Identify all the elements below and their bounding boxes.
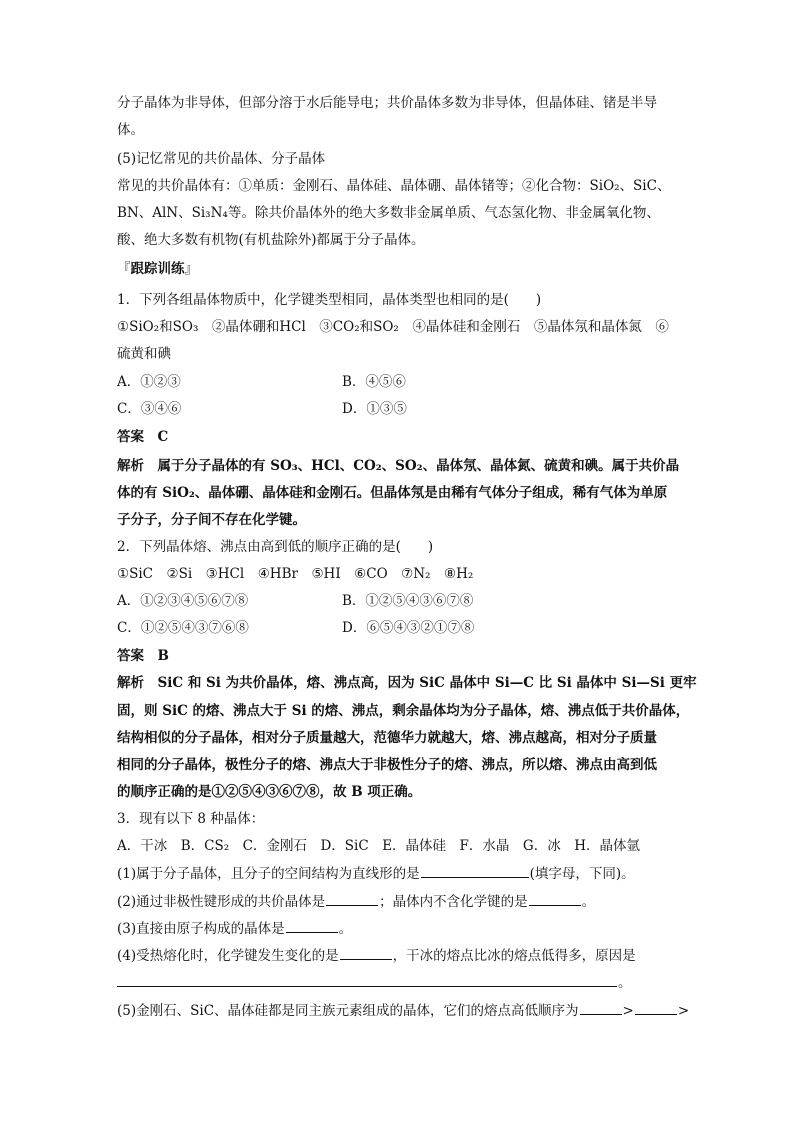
q3-part-2-suffix: 。 xyxy=(581,894,596,910)
answer-blank[interactable] xyxy=(326,890,378,906)
answer-blank[interactable] xyxy=(117,971,617,987)
q1-answer: 答案 C xyxy=(117,429,169,445)
answer-blank[interactable] xyxy=(286,917,338,933)
q3-part-3-prompt: (3)直接由原子构成的晶体是 xyxy=(117,921,285,937)
answer-blank[interactable] xyxy=(340,944,392,960)
intro-subheading: (5)记忆常见的共价晶体、分子晶体 xyxy=(117,151,326,167)
q3-part-1 xyxy=(117,862,635,884)
q2-explanation-line-5: 的顺序正确的是①②⑤④③⑥⑦⑧，故 B 项正确。 xyxy=(117,784,422,800)
q1-option-d: D．①③⑤ xyxy=(342,401,407,417)
q3-stem: 3．现有以下 8 种晶体： xyxy=(117,811,265,827)
q1-items-line-2: 硫黄和碘 xyxy=(117,346,171,362)
q3-part-5-gt-2: > xyxy=(677,1003,690,1019)
q3-part-4-middle: ，干冰的熔点比冰的熔点低得多，原因是 xyxy=(392,948,636,964)
q2-explanation-line-4: 相同的分子晶体，极性分子的熔、沸点大于非极性分子的熔、沸点，所以熔、沸点由高到低 xyxy=(117,757,657,773)
q3-part-3 xyxy=(117,917,352,939)
q1-explanation-line-2: 体的有 SiO₂、晶体硼、晶体硅和金刚石。但晶体氖是由稀有气体分子组成，稀有气体为单原 xyxy=(117,485,668,501)
q2-options-row-2 xyxy=(117,617,475,639)
intro-line-5: BN、AlN、Si₃N₄等。除共价晶体外的绝大多数非金属单质、气态氢化物、非金属氧化物、 xyxy=(117,205,660,221)
q3-part-3-suffix: 。 xyxy=(338,921,353,937)
answer-blank[interactable] xyxy=(529,890,581,906)
q1-option-c: C．③④⑥ xyxy=(117,401,182,417)
q3-part-5-gt-1: > xyxy=(622,1003,634,1019)
q2-option-d: D．⑥⑤④③②①⑦⑧ xyxy=(342,620,475,636)
q3-part-1-prompt: (1)属于分子晶体，且分子的空间结构为直线形的是 xyxy=(117,866,420,882)
q2-option-a: A．①②③④⑤⑥⑦⑧ xyxy=(117,593,249,609)
q2-stem: 2．下列晶体熔、沸点由高到低的顺序正确的是( ) xyxy=(117,539,434,555)
intro-line-4: 常见的共价晶体有：①单质：金刚石、晶体硅、晶体硼、晶体锗等；②化合物：SiO₂、SiC、 xyxy=(117,178,671,194)
q3-items: A．干冰 B．CS₂ C．金刚石 D．SiC E．晶体硅 F．水晶 G．冰 H．晶体氩 xyxy=(117,838,640,854)
q2-items: ①SiC ②Si ③HCl ④HBr ⑤HI ⑥CO ⑦N₂ ⑧H₂ xyxy=(117,566,474,582)
q3-part-1-suffix: (填字母，下同)。 xyxy=(529,866,635,882)
q3-part-4-continued xyxy=(117,971,632,993)
q2-option-c: C．①②⑤④③⑦⑥⑧ xyxy=(117,620,249,636)
intro-line-2: 体。 xyxy=(117,122,144,138)
q3-part-4-suffix: 。 xyxy=(618,975,632,991)
intro-line-6: 酸、绝大多数有机物(有机盐除外)都属于分子晶体。 xyxy=(117,232,425,248)
q1-options-row-2 xyxy=(117,398,407,420)
q1-items-line-1: ①SiO₂和SO₃ ②晶体硼和HCl ③CO₂和SO₂ ④晶体硅和金刚石 ⑤晶体氖和晶体氮 ⑥ xyxy=(117,319,669,335)
q1-stem: 1．下列各组晶体物质中，化学键类型相同，晶体类型也相同的是( ) xyxy=(117,292,542,308)
q2-options-row-1 xyxy=(117,590,474,612)
q1-option-a: A．①②③ xyxy=(117,374,181,390)
answer-blank[interactable] xyxy=(421,862,529,878)
q1-explanation-line-3: 子分子，分子间不存在化学键。 xyxy=(117,512,306,528)
answer-blank[interactable] xyxy=(635,999,677,1015)
section-heading xyxy=(117,258,198,280)
q2-answer: 答案 B xyxy=(117,648,169,664)
section-heading-label: 跟踪训练 xyxy=(130,261,185,277)
q1-option-b: B．④⑤⑥ xyxy=(342,374,406,390)
q3-part-5 xyxy=(117,999,689,1021)
answer-blank[interactable] xyxy=(580,999,622,1015)
intro-line-1: 分子晶体为非导体，但部分溶于水后能导电；共价晶体多数为非导体，但晶体硅、锗是半导 xyxy=(117,95,657,111)
q2-explanation-line-2: 固，则 SiC 的熔、沸点大于 Si 的熔、沸点，剩余晶体均为分子晶体，熔、沸点低于共价晶体， xyxy=(117,703,690,719)
q1-explanation-line-1: 解析 属于分子晶体的有 SO₃、HCl、CO₂、SO₂、晶体氖、晶体氮、硫黄和碘。属于共价晶 xyxy=(117,458,680,474)
q2-explanation-line-3: 结构相似的分子晶体，相对分子质量越大，范德华力就越大，熔、沸点越高，相对分子质量 xyxy=(117,730,657,746)
q2-option-b: B．①②⑤④③⑥⑦⑧ xyxy=(342,593,474,609)
q2-explanation-line-1: 解析 SiC 和 Si 为共价晶体，熔、沸点高，因为 SiC 晶体中 Si—C 比 Si 晶体中 Si—Si 更牢 xyxy=(117,675,697,691)
bracket-right-icon: 』 xyxy=(184,261,198,277)
q3-part-2 xyxy=(117,890,595,912)
q3-part-5-prompt: (5)金刚石、SiC、晶体硅都是同主族元素组成的晶体，它们的熔点高低顺序为 xyxy=(117,1003,579,1019)
q3-part-2-middle: ；晶体内不含化学键的是 xyxy=(379,894,528,910)
q3-part-2-prompt: (2)通过非极性键形成的共价晶体是 xyxy=(117,894,326,910)
q1-options-row-1 xyxy=(117,371,406,393)
q3-part-4 xyxy=(117,944,636,966)
bracket-left-icon: 『 xyxy=(117,261,131,277)
q3-part-4-prompt: (4)受热熔化时，化学键发生变化的是 xyxy=(117,948,339,964)
